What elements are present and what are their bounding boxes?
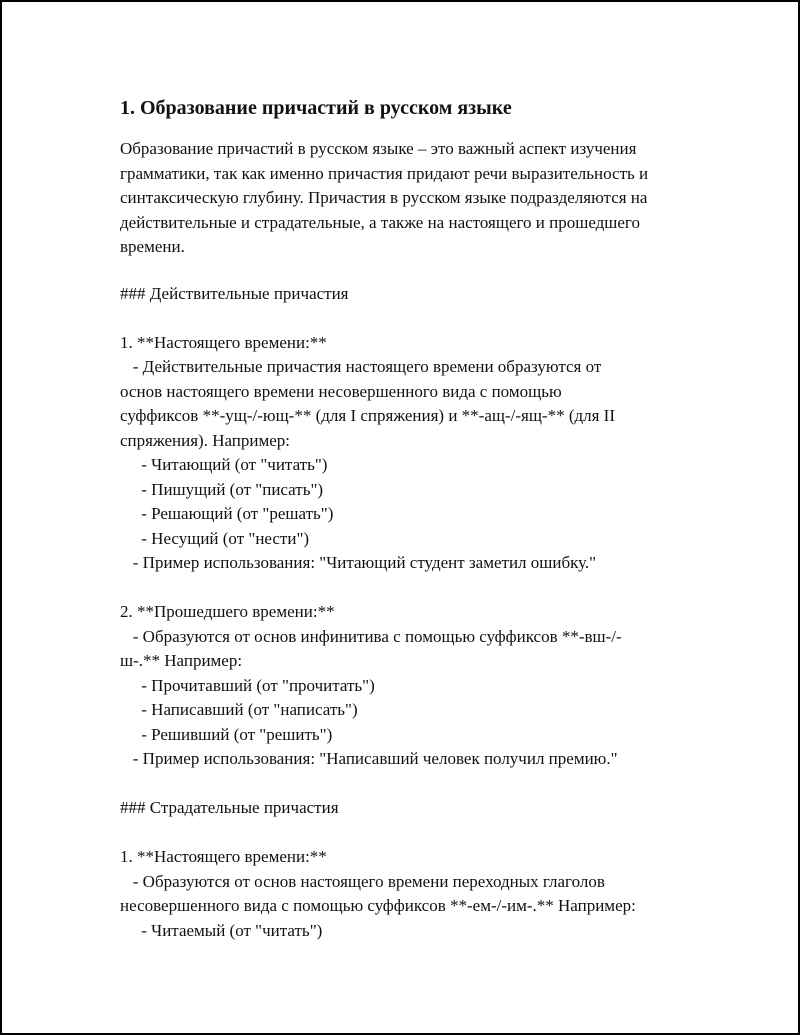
body-line: - Решающий (от "решать")	[120, 504, 334, 523]
body-line: 1. **Настоящего времени:**	[120, 847, 327, 866]
body-line: 2. **Прошедшего времени:**	[120, 602, 335, 621]
body-line: - Несущий (от "нести")	[120, 528, 310, 548]
body-line: суффиксов **-ущ-/-ющ-** (для I спряжения) и **-ащ-/-ящ-** (для II	[120, 406, 616, 425]
body-line: спряжения). Например:	[120, 430, 291, 450]
body-line: - Образуются от основ настоящего времени переходных глаголов	[120, 871, 605, 891]
body-line: - Действительные причастия настоящего времени образуются от	[120, 357, 602, 376]
document-body-text	[120, 282, 700, 944]
body-line: - Решивший (от "решить")	[120, 724, 333, 744]
body-line: - Пишущий (от "писать")	[120, 479, 324, 499]
body-line: ### Действительные причастия	[120, 283, 349, 303]
body-line: ### Страдательные причастия	[120, 798, 339, 817]
body-line	[120, 576, 700, 601]
body-line: 1. **Настоящего времени:**	[120, 332, 327, 352]
body-line	[120, 821, 700, 846]
body-line: - Прочитавший (от "прочитать")	[120, 675, 375, 695]
body-line: - Пример использования: "Написавший человек получил премию."	[120, 749, 618, 768]
body-line	[120, 306, 700, 331]
document-content	[120, 95, 700, 943]
body-line: - Читаемый (от "читать")	[120, 920, 323, 940]
body-line: несовершенного вида с помощью суффиксов **-ем-/-им-.** Например:	[120, 896, 636, 915]
document-title: 1. Образование причастий в русском языке	[120, 97, 512, 119]
intro-paragraph: Образование причастий в русском языке – это важный аспект изучения грамматики, так как именно причастия придают речи выразительность и синтаксическую глубину. Причастия в русском языке подразделяются на действительные и страдательные, а также на настоящего и прошедшего времени.	[120, 139, 649, 256]
body-line: - Образуются от основ инфинитива с помощью суффиксов **-вш-/-	[120, 626, 622, 646]
body-line: ш-.** Например:	[120, 651, 243, 670]
body-line: основ настоящего времени несовершенного вида с помощью	[120, 381, 562, 401]
body-line: - Написавший (от "написать")	[120, 700, 358, 719]
body-line: - Пример использования: "Читающий студент заметил ошибку."	[120, 553, 597, 572]
body-line: - Читающий (от "читать")	[120, 455, 328, 474]
body-line	[120, 772, 700, 797]
